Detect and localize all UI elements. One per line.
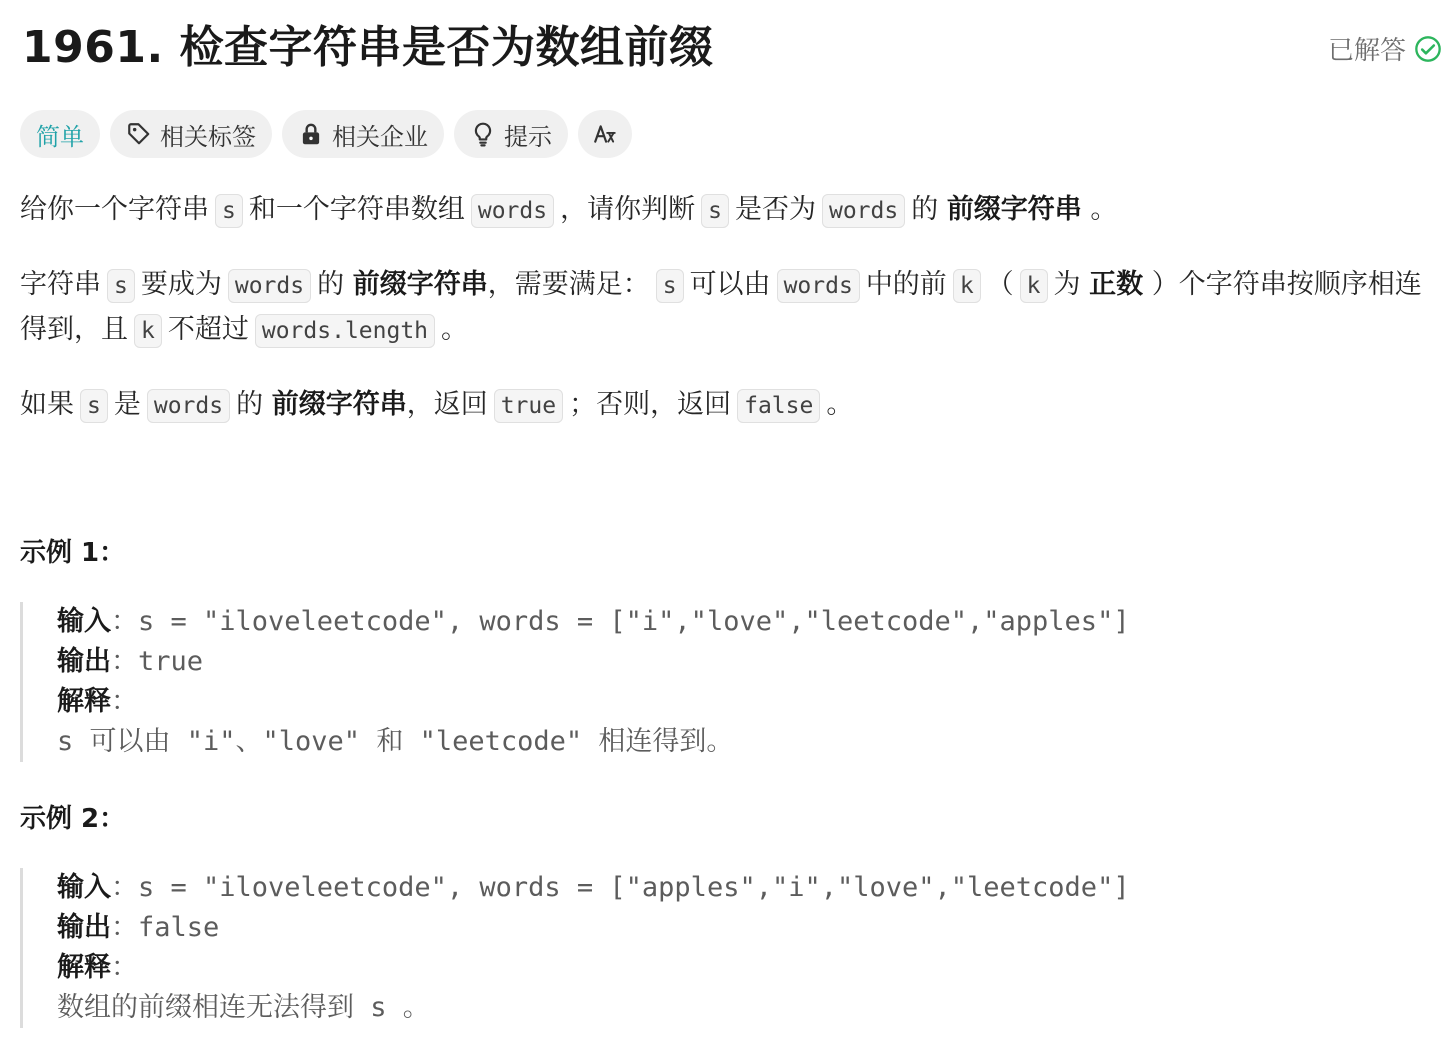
text: 是否为: [734, 194, 816, 225]
text: 。: [441, 314, 469, 345]
example-1-input: s = "iloveleetcode", words = ["i","love","leetcode","apples"]: [138, 606, 1130, 637]
text: 和一个字符串数组: [248, 194, 465, 225]
bold-term: 正数: [1089, 269, 1144, 300]
lock-icon: [298, 121, 324, 147]
example-1-explanation-label-line: [57, 682, 1130, 722]
example-2-explanation: 数组的前缀相连无法得到 s 。: [57, 992, 430, 1023]
problem-header: [22, 18, 1442, 78]
inline-code: s: [80, 389, 108, 423]
bold-term: 前缀字符串: [946, 194, 1082, 225]
inline-code: words.length: [255, 314, 435, 348]
inline-code: words: [777, 269, 860, 303]
output-label: 输出: [57, 646, 111, 677]
text: （: [986, 269, 1014, 300]
inline-code: k: [953, 269, 981, 303]
tag-icon: [126, 121, 152, 147]
text: ）个字符串按顺序相连得到，且: [20, 269, 1422, 345]
example-2-title: 示例 2：: [20, 804, 126, 834]
colon: ：: [111, 952, 138, 983]
colon: ：: [111, 872, 138, 903]
colon: ：: [111, 646, 138, 677]
example-2-output: false: [138, 912, 220, 943]
text: ，需要满足：: [487, 269, 650, 300]
difficulty-label: 简单: [36, 122, 84, 151]
text: 可以由: [689, 269, 771, 300]
inline-code: true: [494, 389, 563, 423]
text: ；否则，返回: [569, 389, 732, 420]
description-paragraph-1: [20, 188, 1436, 233]
text: 给你一个字符串: [20, 194, 209, 225]
translate-icon: [592, 121, 618, 147]
output-label: 输出: [57, 912, 111, 943]
example-2-output-line: [57, 908, 1130, 948]
inline-code: words: [147, 389, 230, 423]
text: 要成为: [140, 269, 222, 300]
example-2-block: [20, 868, 1130, 1028]
text: 不超过: [167, 314, 249, 345]
related-companies-label: 相关企业: [332, 122, 428, 151]
inline-code: s: [656, 269, 684, 303]
related-tags-label: 相关标签: [160, 122, 256, 151]
inline-code: words: [471, 194, 554, 228]
description-paragraph-3: [20, 383, 1436, 428]
text: ，请你判断: [560, 194, 696, 225]
colon: ：: [111, 606, 138, 637]
lightbulb-icon: [470, 121, 496, 147]
related-companies-button[interactable]: [282, 110, 444, 158]
example-1-explanation: s 可以由 "i"、"love" 和 "leetcode" 相连得到。: [57, 726, 734, 757]
inline-code: words: [822, 194, 905, 228]
input-label: 输入: [57, 872, 111, 903]
hint-label: 提示: [504, 122, 552, 151]
example-1-output: true: [138, 646, 204, 677]
text: 如果: [20, 389, 74, 420]
related-tags-button[interactable]: [110, 110, 272, 158]
example-2-input-line: [57, 868, 1130, 908]
input-label: 输入: [57, 606, 111, 637]
text: 。: [1090, 194, 1118, 225]
example-1-block: [20, 602, 1130, 762]
inline-code: false: [737, 389, 820, 423]
bold-term: 前缀字符串: [352, 269, 488, 300]
text: ，返回: [406, 389, 488, 420]
text: 的: [317, 269, 345, 300]
text: 为: [1053, 269, 1081, 300]
colon: ：: [111, 912, 138, 943]
inline-code: words: [228, 269, 311, 303]
text: 是: [113, 389, 141, 420]
example-2-input: s = "iloveleetcode", words = ["apples","i","love","leetcode"]: [138, 872, 1130, 903]
problem-description: [20, 188, 1436, 458]
translate-button[interactable]: [578, 110, 632, 158]
text: 。: [826, 389, 854, 420]
inline-code: k: [134, 314, 162, 348]
problem-title: 1961. 检查字符串是否为数组前缀: [22, 22, 714, 73]
explanation-label: 解释: [57, 686, 111, 717]
tag-bar: [20, 110, 632, 158]
example-1-output-line: [57, 642, 1130, 682]
solved-status-label: 已解答: [1327, 36, 1406, 66]
example-1-input-line: [57, 602, 1130, 642]
text: 中的前: [865, 269, 947, 300]
inline-code: k: [1020, 269, 1048, 303]
text: 的: [911, 194, 939, 225]
example-2-explanation-label-line: [57, 948, 1130, 988]
text: 的: [236, 389, 264, 420]
explanation-label: 解释: [57, 952, 111, 983]
description-paragraph-2: [20, 263, 1436, 353]
difficulty-badge: [20, 110, 100, 158]
inline-code: s: [215, 194, 243, 228]
example-1-title: 示例 1：: [20, 538, 126, 568]
check-circle-icon: [1414, 35, 1442, 63]
hint-button[interactable]: [454, 110, 568, 158]
inline-code: s: [701, 194, 729, 228]
text: 字符串: [20, 269, 101, 300]
colon: ：: [111, 686, 138, 717]
solved-status: [1328, 30, 1442, 67]
bold-term: 前缀字符串: [271, 389, 407, 420]
inline-code: s: [107, 269, 135, 303]
